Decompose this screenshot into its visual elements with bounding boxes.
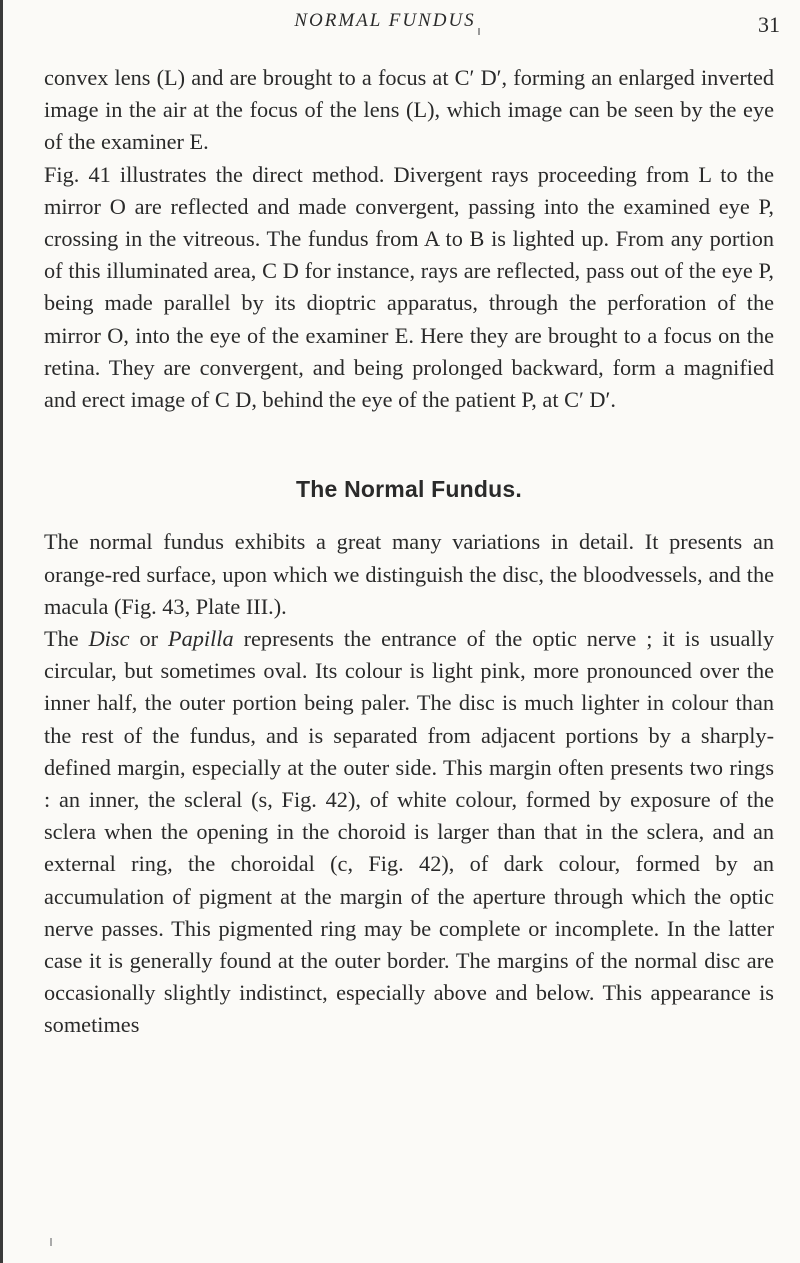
term-disc: Disc	[88, 626, 130, 652]
page-edge-shadow	[0, 0, 3, 1263]
paragraph-disc-article: The	[44, 626, 79, 652]
paragraph-continuation: convex lens (L) and are brought to a focus at C′ D′, forming an enlarged inverted image in the air at the focus of the lens (L), which image can be seen by the eye of the examiner E.	[44, 65, 774, 155]
print-speck	[478, 28, 480, 35]
paragraph-normal-fundus: The normal fundus exhibits a great many variations in detail. It presents an orange-red surface, upon which we distinguish the disc, the bloodvessels, and the macula (Fig. 43, Plate III.).	[44, 529, 774, 619]
paragraph-direct-method: Fig. 41 illustrates the direct method. Divergent rays proceeding from L to the mirror O are reflected and made convergent, passing into the examined eye P, crossing in the vitreous. The fundus from A to B is lighted up. From any portion of this illuminated area, C D for instance, rays are reflected, pass out of the eye P, being made parallel by its dioptric apparatus, through the perforation of the mirror O, into the eye of the examiner E. Here they are brought to a focus on the retina. They are convergent, and being prolonged backward, form a magnified and erect image of C D, behind the eye of the patient P, at C′ D′.	[44, 161, 774, 413]
print-speck	[50, 1238, 52, 1246]
section-heading: The Normal Fundus.	[296, 476, 522, 503]
page-number: 31	[758, 12, 780, 37]
term-or: or	[139, 626, 159, 652]
body-text	[44, 62, 774, 1042]
paragraph-disc-text: represents the entrance of the optic nerve ; it is usually circular, but sometimes oval. Its colour is light pink, more pronounced over the inner half, the outer portion being paler. The disc is much lighter in colour than the rest of the fundus, and is separated from adjacent portions by a sharply-defined margin, especially at the outer side. This margin often presents two rings : an inner, the scleral (s, Fig. 42), of white colour, formed by exposure of the sclera when the opening in the choroid is larger than that in the sclera, and an external ring, the choroidal (c, Fig. 42), of dark colour, formed by an accumulation of pigment at the margin of the aperture through which the optic nerve passes. This pigmented ring may be complete or incomplete. In the latter case it is generally found at the outer border. The margins of the normal disc are occasionally slightly indistinct, especially above and below. This appearance is sometimes	[44, 626, 774, 1038]
running-head	[0, 6, 800, 40]
term-papilla: Papilla	[167, 626, 234, 652]
paragraph-disc	[44, 623, 774, 1042]
running-title: NORMAL FUNDUS	[294, 10, 476, 31]
